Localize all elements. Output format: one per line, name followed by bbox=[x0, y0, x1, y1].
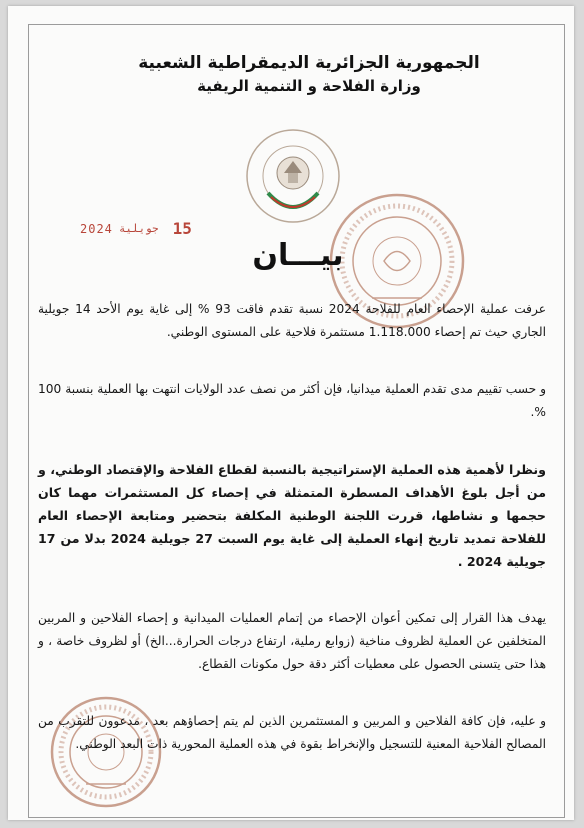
republic-name: الجمهورية الجزائرية الديمقراطية الشعبية bbox=[138, 53, 480, 73]
date-year: 2024 bbox=[80, 221, 113, 236]
document-page bbox=[8, 6, 574, 820]
date-month: جويلية bbox=[118, 222, 159, 235]
date-stamp bbox=[80, 219, 192, 238]
paragraph-3: ونظرا لأهمية هذه العملية الإستراتيجية بالنسبة لقطاع الفلاحة والإقتصاد الوطني، و من أجل بلوغ الأهداف المسطرة المتمثلة في إحصاء كل المستثمرات مهما كان حجمها و نشاطها، قررت اللجنة الوطنية المكلفة بتحضير ومتابعة الإحصاء العام للفلاحة تمديد تاريخ إنهاء العملية إلى غاية يوم السبت 27 جويلية 2024 بدلا من 17 جويلية 2024 . bbox=[38, 462, 546, 569]
document-title: بيـــان bbox=[252, 238, 344, 273]
ministry-name: وزارة الفلاحة و التنمية الريفية bbox=[197, 77, 421, 95]
paragraph-4: يهدف هذا القرار إلى تمكين أعوان الإحصاء من إتمام العمليات الميدانية و إحصاء الفلاحين و المربين المتخلفين عن العملية لظروف مناخية (زوابع رملية، ارتفاع درجات الحرارة...الخ) أو لظروف خاصة ، و هذا حتى يتسنى الحصول على معطيات أكثر دقة حول مكونات القطاع. bbox=[38, 611, 546, 671]
paragraph-5: و عليه، فإن كافة الفلاحين و المربين و المستثمرين الذين لم يتم إحصاؤهم بعد ، مدعوون للتقرب من المصالح الفلاحية المعنية للتسجيل والإنخراط بقوة في هذه العملية المحورية ذات البعد الوطني. bbox=[38, 714, 546, 751]
paragraph-2: و حسب تقييم مدى تقدم العملية ميدانيا، فإن أكثر من نصف عدد الولايات انتهت بها العملية بنسبة 100 %. bbox=[38, 382, 546, 419]
letterhead bbox=[99, 51, 519, 97]
paragraph-1: عرفت عملية الإحصاء العام للفلاحة 2024 نسبة تقدم فاقت 93 % إلى غاية يوم الأحد 14 جويلية الجاري حيث تم إحصاء 1.118.000 مستثمرة فلاحية على المستوى الوطني. bbox=[38, 302, 546, 339]
date-day: 15 bbox=[172, 219, 192, 238]
statement-body bbox=[38, 298, 546, 778]
